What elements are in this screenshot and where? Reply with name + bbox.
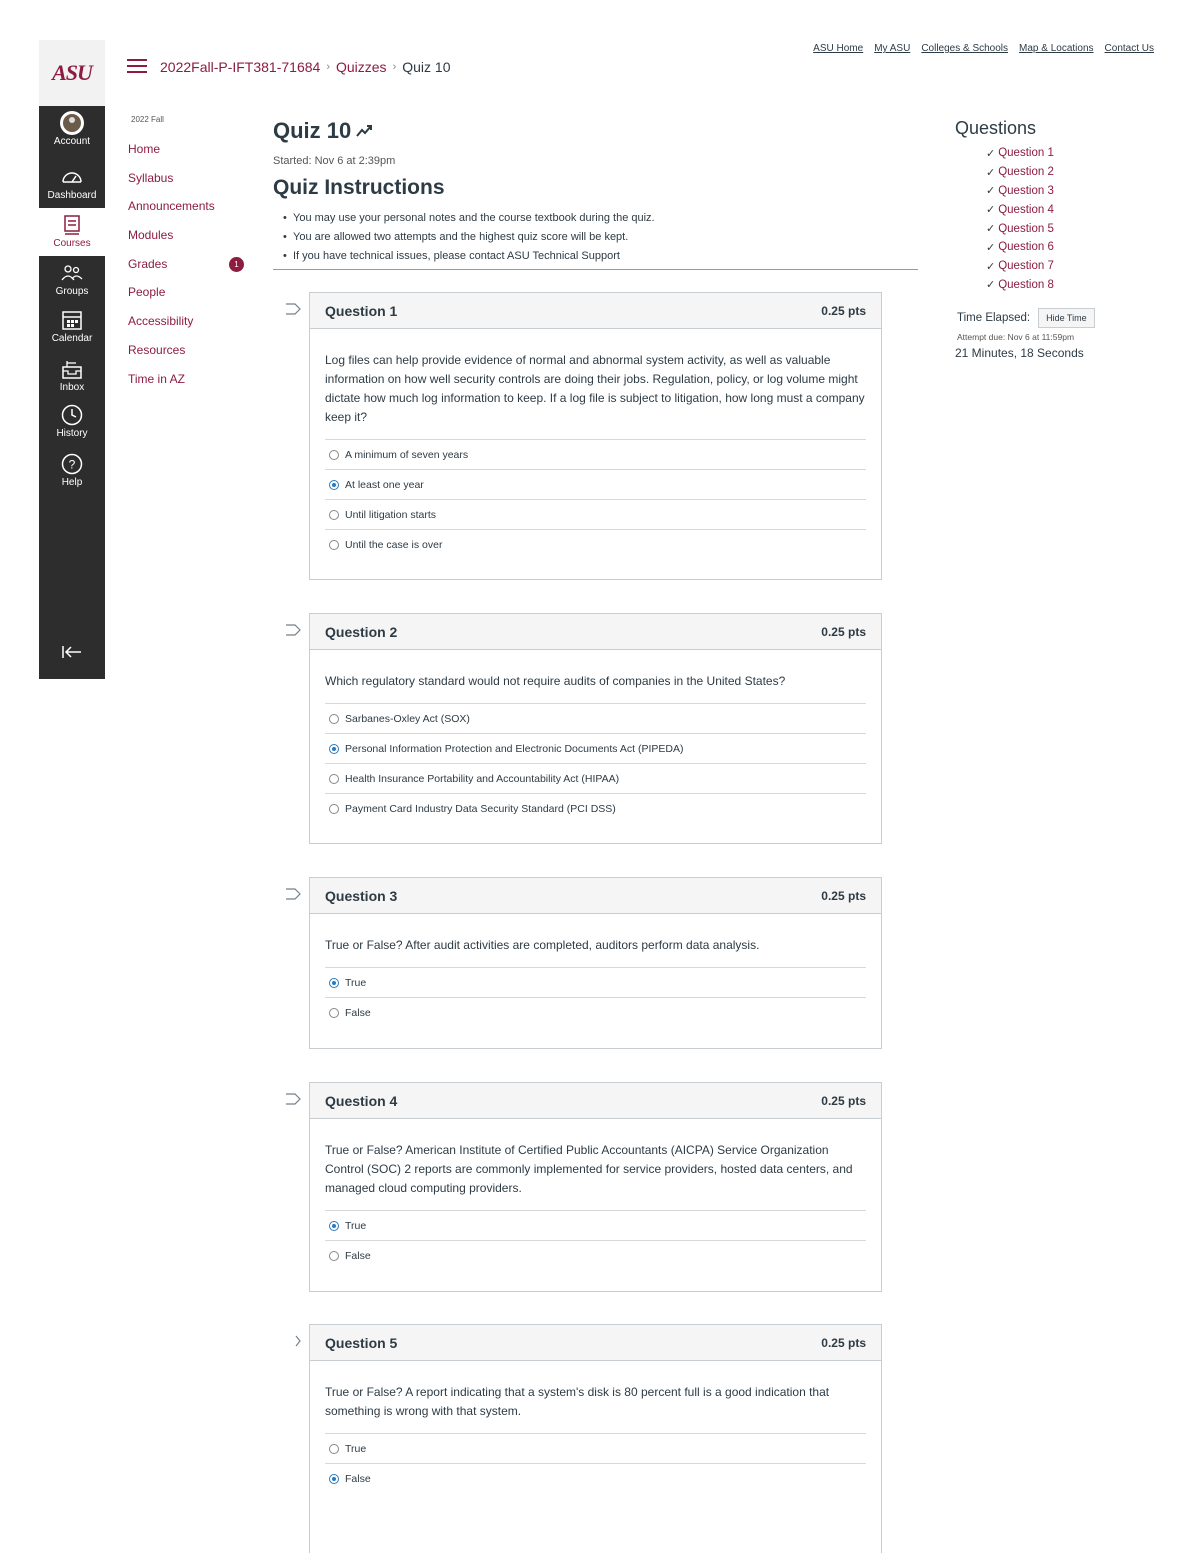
question-title: Question 1: [325, 302, 398, 319]
question-text: Log files can help provide evidence of normal and abnormal system activity, as well as valuable information on how well security controls are doing their jobs. Regulation, policy, or log volume might dictate how much log information to keep. If a log file is subject to litigation, how long must a company keep it?: [325, 353, 865, 424]
checkmark-icon: ✓: [986, 223, 996, 236]
radio-button[interactable]: [329, 1444, 339, 1454]
sidebar-question-link[interactable]: [986, 219, 1054, 238]
question-text: True or False? American Institute of Certified Public Accountants (AICPA) Service Organization Control (SOC) 2 reports are commonly implemented for service providers, hosted data centers, and managed cloud computing providers.: [325, 1143, 853, 1195]
sidebar-question-label: Question 3: [998, 184, 1054, 197]
radio-button[interactable]: [329, 804, 339, 814]
sidebar-question-label: Question 1: [998, 147, 1054, 160]
question-title: Question 3: [325, 887, 398, 904]
question-header: [310, 614, 881, 650]
question-card-4: [309, 1082, 882, 1292]
sidebar-question-label: Question 6: [998, 241, 1054, 254]
breadcrumb-quizzes[interactable]: Quizzes: [335, 59, 387, 75]
started-timestamp: Started: Nov 6 at 2:39pm: [273, 155, 396, 167]
answer-option[interactable]: [325, 733, 866, 763]
nav-inbox[interactable]: [39, 356, 105, 393]
sidebar-question-link[interactable]: [986, 200, 1054, 219]
answer-option[interactable]: [325, 763, 866, 793]
link-my-asu[interactable]: My ASU: [874, 43, 911, 54]
elapsed-time: 21 Minutes, 18 Seconds: [955, 346, 1084, 360]
sidebar-question-label: Question 5: [998, 222, 1054, 235]
hide-time-button[interactable]: Hide Time: [1038, 308, 1095, 328]
answer-label: False: [345, 1472, 371, 1485]
question-header: [310, 1325, 881, 1361]
question-title: Question 5: [325, 1334, 398, 1351]
question-card-3: [309, 877, 882, 1049]
history-icon: [59, 402, 85, 428]
nav-help[interactable]: [39, 451, 105, 488]
nav-courses[interactable]: [39, 208, 105, 256]
grades-count-badge: 1: [229, 257, 244, 272]
nav-account-label: Account: [53, 136, 91, 147]
nav-history[interactable]: [39, 402, 105, 439]
question-points: 0.25 pts: [821, 1093, 866, 1108]
svg-text:?: ?: [68, 457, 76, 472]
time-elapsed-row: [957, 308, 1095, 328]
dashboard-icon: [59, 164, 85, 190]
sidebar-question-label: Question 7: [998, 260, 1054, 273]
radio-button-selected[interactable]: [329, 480, 339, 490]
flag-question-icon[interactable]: [285, 624, 301, 636]
radio-button[interactable]: [329, 1008, 339, 1018]
radio-button[interactable]: [329, 450, 339, 460]
answer-label: True: [345, 1442, 367, 1455]
asu-logo[interactable]: [39, 40, 105, 106]
answer-option[interactable]: [325, 469, 866, 499]
question-card-5: [309, 1324, 882, 1553]
question-text: Which regulatory standard would not require audits of companies in the United States?: [325, 674, 786, 688]
link-colleges-schools[interactable]: Colleges & Schools: [921, 43, 1009, 54]
question-card-1: [309, 292, 882, 580]
question-points: 0.25 pts: [821, 624, 866, 639]
instructions-heading: Quiz Instructions: [273, 176, 445, 199]
nav-history-label: History: [56, 428, 88, 439]
radio-button[interactable]: [329, 540, 339, 550]
chevron-right-icon[interactable]: [285, 1335, 301, 1347]
sidebar-question-label: Question 2: [998, 166, 1054, 179]
logo-text: ASU: [52, 60, 92, 85]
nav-calendar-label: Calendar: [51, 333, 93, 344]
instruction-item: • You are allowed two attempts and the highest quiz score will be kept.: [283, 230, 655, 249]
course-nav-home[interactable]: Home: [128, 142, 161, 156]
sidebar-question-label: Question 8: [998, 278, 1054, 291]
page-title: [273, 118, 372, 144]
instruction-item: • You may use your personal notes and the course textbook during the quiz.: [283, 211, 655, 230]
question-points: 0.25 pts: [821, 1335, 866, 1350]
courses-icon: [59, 212, 85, 238]
sidebar-question-link[interactable]: [986, 182, 1054, 201]
questions-sidebar-title: Questions: [955, 118, 1037, 138]
nav-courses-label: Courses: [53, 238, 91, 249]
answer-option[interactable]: [325, 499, 866, 529]
divider: [273, 269, 918, 270]
course-nav-syllabus[interactable]: Syllabus: [128, 170, 174, 185]
questions-sidebar-list: [986, 144, 1054, 294]
course-nav-grades-label: Grades: [128, 256, 168, 271]
radio-button[interactable]: [329, 510, 339, 520]
answer-label: Sarbanes-Oxley Act (SOX): [345, 712, 470, 725]
question-header: [310, 293, 881, 329]
answer-label: Personal Information Protection and Electronic Documents Act (PIPEDA): [345, 742, 684, 755]
calendar-icon: [59, 307, 85, 333]
checkmark-icon: ✓: [986, 204, 996, 217]
radio-button-selected[interactable]: [329, 1221, 339, 1231]
answer-label: Until the case is over: [345, 538, 443, 551]
checkmark-icon: ✓: [986, 279, 996, 292]
radio-button-selected[interactable]: [329, 978, 339, 988]
answer-label: A minimum of seven years: [345, 448, 469, 461]
answer-label: Payment Card Industry Data Security Standard (PCI DSS): [345, 802, 616, 815]
question-text: True or False? After audit activities are completed, auditors perform data analysis.: [325, 938, 760, 952]
answer-label: True: [345, 976, 367, 989]
flag-question-icon[interactable]: [285, 303, 301, 315]
question-card-2: [309, 613, 882, 844]
question-points: 0.25 pts: [821, 888, 866, 903]
answer-label: At least one year: [345, 478, 424, 491]
nav-groups-label: Groups: [55, 286, 89, 297]
attempt-due: Attempt due: Nov 6 at 11:59pm: [957, 332, 1075, 342]
nav-help-label: Help: [61, 477, 83, 488]
question-header: [310, 878, 881, 914]
course-nav-people[interactable]: People: [128, 285, 166, 300]
nav-dashboard[interactable]: [39, 164, 105, 201]
question-text: True or False? A report indicating that a system's disk is 80 percent full is a good indication that something is wrong with that system.: [325, 1385, 830, 1418]
course-nav-modules[interactable]: Modules: [128, 228, 174, 243]
question-points: 0.25 pts: [821, 303, 866, 318]
top-links: [813, 43, 1154, 54]
nav-calendar[interactable]: [39, 307, 105, 344]
instruction-item: • If you have technical issues, please contact ASU Technical Support: [283, 249, 655, 268]
answer-option[interactable]: [325, 1433, 866, 1463]
chevron-right-icon: ›: [392, 61, 397, 73]
checkmark-icon: ✓: [986, 166, 996, 179]
question-title: Question 4: [325, 1092, 398, 1109]
sidebar-question-label: Question 4: [998, 203, 1054, 216]
help-icon: [59, 451, 85, 477]
answer-option[interactable]: [325, 997, 866, 1027]
checkmark-icon: ✓: [986, 185, 996, 198]
answer-option[interactable]: [325, 967, 866, 997]
chevron-right-icon: ›: [326, 61, 330, 73]
nav-account[interactable]: [39, 110, 105, 147]
radio-button-selected[interactable]: [329, 1474, 339, 1484]
radio-button[interactable]: [329, 1251, 339, 1261]
inbox-icon: [59, 356, 85, 382]
answer-option[interactable]: [325, 439, 866, 469]
breadcrumb-course[interactable]: 2022Fall-P-IFT381-71684: [160, 59, 321, 75]
course-term: 2022 Fall: [131, 115, 164, 124]
published-icon: [356, 118, 372, 144]
sidebar-question-link[interactable]: [986, 238, 1054, 257]
answer-label: Until litigation starts: [345, 508, 437, 521]
radio-button[interactable]: [329, 714, 339, 724]
question-header: [310, 1083, 881, 1119]
course-nav: [128, 142, 239, 400]
question-title: Question 2: [325, 623, 398, 640]
flag-question-icon[interactable]: [285, 888, 301, 900]
course-nav-announcements[interactable]: Announcements: [128, 199, 215, 214]
answer-label: True: [345, 1219, 367, 1232]
groups-icon: [59, 260, 85, 286]
answer-option[interactable]: [325, 1210, 866, 1240]
quiz-title-text: Quiz 10: [273, 118, 352, 143]
course-nav-accessibility[interactable]: Accessibility: [128, 314, 194, 329]
checkmark-icon: ✓: [986, 147, 996, 160]
answer-label: Health Insurance Portability and Accountability Act (HIPAA): [345, 772, 620, 785]
global-nav: [39, 40, 105, 679]
course-nav-time-in-az[interactable]: Time in AZ: [128, 371, 185, 386]
time-elapsed-label: Time Elapsed:: [957, 312, 1031, 324]
answer-option[interactable]: [325, 529, 866, 559]
link-map-locations[interactable]: Map & Locations: [1019, 43, 1094, 54]
answer-option[interactable]: [325, 793, 866, 823]
radio-button-selected[interactable]: [329, 744, 339, 754]
nav-inbox-label: Inbox: [59, 382, 85, 393]
sidebar-question-link[interactable]: [986, 276, 1054, 295]
radio-button[interactable]: [329, 774, 339, 784]
sidebar-question-link[interactable]: [986, 144, 1054, 163]
answer-option[interactable]: [325, 703, 866, 733]
collapse-nav-icon[interactable]: [39, 645, 105, 664]
link-asu-home[interactable]: ASU Home: [813, 43, 864, 54]
nav-dashboard-label: Dashboard: [47, 190, 97, 201]
breadcrumb: [160, 59, 450, 75]
flag-question-icon[interactable]: [285, 1093, 301, 1105]
nav-groups[interactable]: [39, 260, 105, 297]
answer-label: False: [345, 1006, 371, 1019]
answer-option[interactable]: [325, 1463, 866, 1493]
link-contact-us[interactable]: Contact Us: [1104, 43, 1154, 54]
checkmark-icon: ✓: [986, 260, 996, 273]
hamburger-menu-icon[interactable]: [127, 59, 147, 73]
sidebar-question-link[interactable]: [986, 257, 1054, 276]
instructions-list: [283, 211, 655, 268]
sidebar-question-link[interactable]: [986, 163, 1054, 182]
course-nav-grades[interactable]: [128, 256, 239, 286]
answer-option[interactable]: [325, 1240, 866, 1270]
answer-label: False: [345, 1249, 371, 1262]
account-icon: [59, 110, 85, 136]
breadcrumb-current: Quiz 10: [402, 59, 451, 75]
checkmark-icon: ✓: [986, 241, 996, 254]
course-nav-resources[interactable]: Resources: [128, 342, 186, 357]
